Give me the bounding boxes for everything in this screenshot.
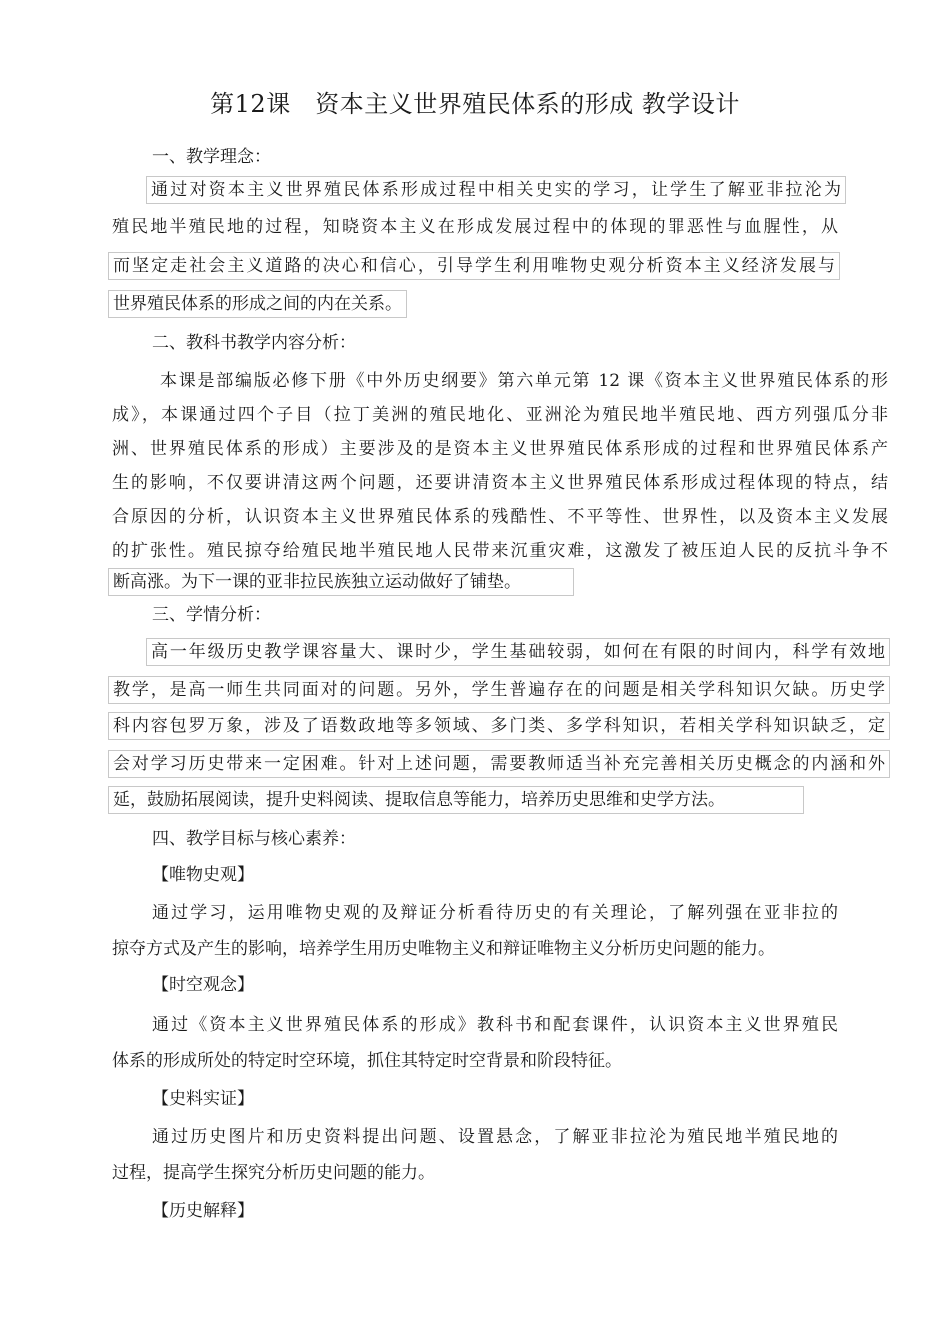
section-heading-textbook-analysis: 二、教科书教学内容分析： bbox=[152, 333, 356, 353]
goal-label-interpretation: 【历史解释】 bbox=[152, 1201, 254, 1221]
goal-label-space-time: 【时空观念】 bbox=[152, 975, 254, 995]
paragraph-line: 过程，提高学生探究分析历史问题的能力。 bbox=[112, 1163, 435, 1183]
paragraph-line: 合原因的分析，认识资本主义世界殖民体系的残酷性、不平等性、世界性，以及资本主义发展 bbox=[112, 507, 888, 527]
paragraph-line: 的扩张性。殖民掠夺给殖民地半殖民地人民带来沉重灾难，这激发了被压迫人民的反抗斗争不 bbox=[112, 541, 888, 561]
paragraph-line: 会对学习历史带来一定困难。针对上述问题，需要教师适当补充完善相关历史概念的内涵和外 bbox=[108, 750, 890, 778]
paragraph-line: 殖民地半殖民地的过程，知晓资本主义在形成发展过程中的体现的罪恶性与血腥性，从 bbox=[112, 217, 838, 237]
section-heading-student-analysis: 三、学情分析： bbox=[152, 605, 271, 625]
paragraph-line: 本课是部编版必修下册《中外历史纲要》第六单元第 12 课《资本主义世界殖民体系的形 bbox=[160, 371, 888, 391]
paragraph-line: 延，鼓励拓展阅读，提升史料阅读、提取信息等能力，培养历史思维和史学方法。 bbox=[108, 786, 804, 814]
paragraph-line: 成》，本课通过四个子目（拉丁美洲的殖民地化、亚洲沦为殖民地半殖民地、西方列强瓜分非 bbox=[112, 405, 888, 425]
paragraph-line: 教学，是高一师生共同面对的问题。另外，学生普遍存在的问题是相关学科知识欠缺。历史学 bbox=[108, 676, 890, 704]
section-heading-teaching-philosophy: 一、教学理念： bbox=[152, 147, 271, 167]
paragraph-line: 通过对资本主义世界殖民体系形成过程中相关史实的学习，让学生了解亚非拉沦为 bbox=[146, 176, 846, 204]
paragraph-line: 洲、世界殖民体系的形成）主要涉及的是资本主义世界殖民体系形成的过程和世界殖民体系产 bbox=[112, 439, 888, 459]
paragraph-line: 通过历史图片和历史资料提出问题、设置悬念，了解亚非拉沦为殖民地半殖民地的 bbox=[152, 1127, 838, 1147]
paragraph-line: 通过学习，运用唯物史观的及辩证分析看待历史的有关理论，了解列强在亚非拉的 bbox=[152, 903, 838, 923]
paragraph-line: 生的影响，不仅要讲清这两个问题，还要讲清资本主义世界殖民体系形成过程体现的特点，结 bbox=[112, 473, 888, 493]
document-title: 第12课 资本主义世界殖民体系的形成 教学设计 bbox=[210, 90, 740, 118]
paragraph-line: 体系的形成所处的特定时空环境，抓住其特定时空背景和阶段特征。 bbox=[112, 1051, 622, 1071]
section-heading-goals: 四、教学目标与核心素养： bbox=[152, 829, 356, 849]
paragraph-line: 断高涨。为下一课的亚非拉民族独立运动做好了铺垫。 bbox=[108, 568, 574, 596]
paragraph-line: 高一年级历史教学课容量大、课时少，学生基础较弱，如何在有限的时间内，科学有效地 bbox=[146, 638, 890, 666]
paragraph-line: 掠夺方式及产生的影响，培养学生用历史唯物主义和辩证唯物主义分析历史问题的能力。 bbox=[112, 939, 775, 959]
paragraph-line: 科内容包罗万象，涉及了语数政地等多领域、多门类、多学科知识，若相关学科知识缺乏，定 bbox=[108, 712, 890, 740]
paragraph-line: 世界殖民体系的形成之间的内在关系。 bbox=[108, 290, 407, 318]
paragraph-line: 而坚定走社会主义道路的决心和信心，引导学生利用唯物史观分析资本主义经济发展与 bbox=[108, 252, 840, 280]
goal-label-evidence: 【史料实证】 bbox=[152, 1089, 254, 1109]
paragraph-line: 通过《资本主义世界殖民体系的形成》教科书和配套课件，认识资本主义世界殖民 bbox=[152, 1015, 838, 1035]
goal-label-historical-materialism: 【唯物史观】 bbox=[152, 865, 254, 885]
